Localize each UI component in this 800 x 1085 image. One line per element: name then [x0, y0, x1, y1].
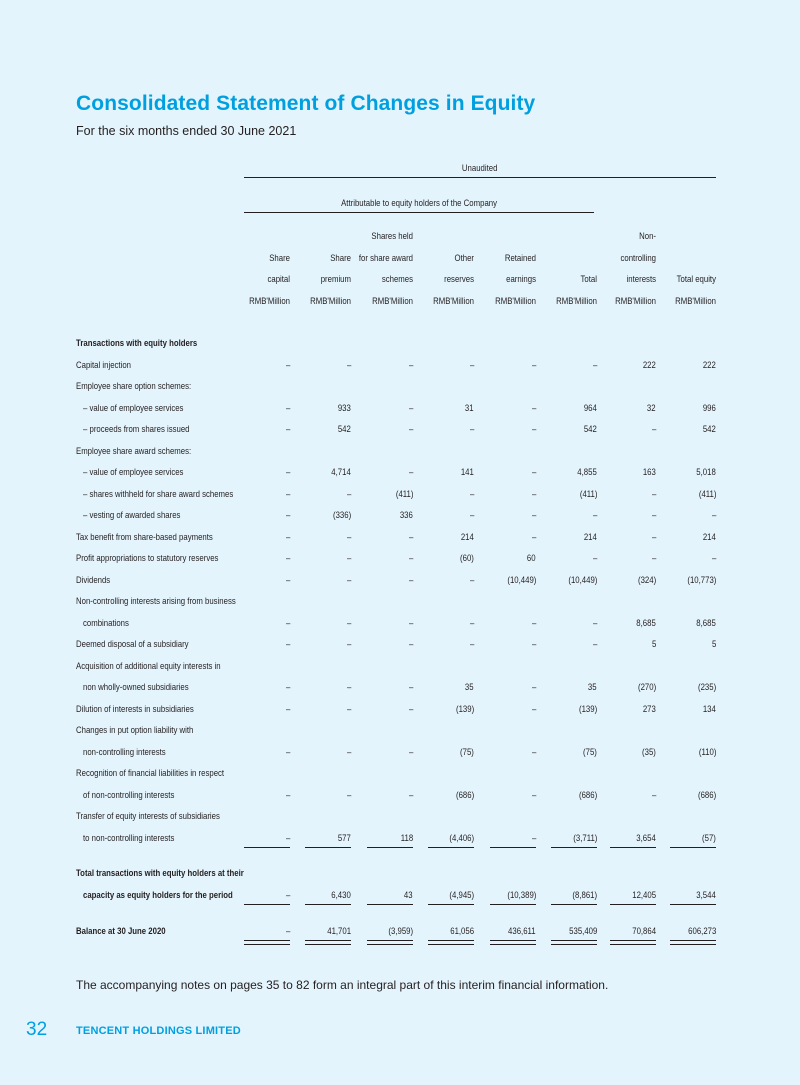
table-row: [76, 807, 716, 829]
column-header-line: RMB'Million: [675, 295, 716, 307]
row-label: – proceeds from shares issued: [83, 424, 190, 435]
row-label: Employee share award schemes:: [76, 445, 192, 457]
table-cell: –: [408, 531, 413, 543]
column-header-line: RMB'Million: [249, 295, 290, 307]
table-cell: 606,273: [687, 926, 716, 937]
column-header-line: Shares held: [371, 231, 413, 242]
row-label: non wholly-owned subsidiaries: [83, 682, 189, 693]
column-header-line: for share award: [358, 252, 413, 264]
table-cell: (686): [697, 789, 716, 801]
table-cell: –: [592, 359, 597, 371]
row-label: Recognition of financial liabilities in respect: [76, 768, 225, 779]
unaudited-rule: [244, 177, 716, 178]
row-label: Transactions with equity holders: [76, 338, 198, 349]
table-cell: –: [346, 639, 351, 650]
underline-rule: [610, 847, 656, 848]
table-cell: –: [285, 531, 290, 543]
column-header-line: Other: [454, 252, 474, 264]
table-cell: –: [346, 488, 351, 500]
underline-rule: [610, 904, 656, 905]
table-cell: 542: [583, 424, 597, 435]
table-cell: 996: [702, 402, 716, 414]
table-cell: –: [408, 467, 413, 478]
table-cell: –: [408, 746, 413, 758]
row-label: non-controlling interests: [83, 746, 166, 758]
row-label: Tax benefit from share-based payments: [76, 531, 213, 543]
column-header-line: RMB'Million: [495, 295, 536, 307]
table-cell: –: [285, 424, 290, 435]
table-cell: –: [285, 682, 290, 693]
table-row: [76, 463, 716, 485]
row-label: – value of employee services: [83, 402, 184, 414]
table-cell: –: [408, 553, 413, 564]
table-cell: 141: [460, 467, 474, 478]
table-cell: (411): [395, 488, 413, 500]
table-cell: 12,405: [632, 889, 656, 901]
table-cell: 336: [399, 510, 413, 521]
underline-rule: [551, 904, 597, 905]
row-label: Balance at 30 June 2020: [76, 926, 166, 937]
table-cell: –: [469, 617, 474, 629]
table-cell: –: [346, 789, 351, 801]
row-label: of non-controlling interests: [83, 789, 175, 801]
table-cell: –: [592, 553, 597, 564]
column-header-line: capital: [267, 274, 290, 285]
table-cell: (10,773): [686, 574, 716, 586]
column-header-line: earnings: [506, 274, 536, 285]
column-header-line: Total equity: [676, 274, 716, 285]
table-row: [76, 721, 716, 743]
page-subtitle: For the six months ended 30 June 2021: [76, 124, 297, 138]
table-cell: –: [346, 617, 351, 629]
double-rule: [610, 940, 656, 945]
table-cell: 134: [702, 703, 716, 715]
row-label: Dividends: [76, 574, 111, 586]
table-cell: –: [408, 789, 413, 801]
table-cell: –: [651, 789, 656, 801]
table-cell: –: [408, 402, 413, 414]
row-label: Deemed disposal of a subsidiary: [76, 639, 189, 650]
column-header-line: Retained: [504, 252, 536, 264]
table-cell: (411): [698, 488, 716, 500]
table-cell: 5: [651, 639, 656, 650]
table-cell: –: [651, 531, 656, 543]
row-label: – shares withheld for share award schemes: [83, 488, 234, 500]
row-label: to non-controlling interests: [83, 832, 175, 844]
table-cell: –: [531, 359, 536, 371]
column-header-line: reserves: [444, 274, 474, 285]
table-row: [76, 700, 716, 722]
table-cell: –: [285, 703, 290, 715]
table-row: [76, 528, 716, 550]
table-cell: –: [531, 531, 536, 543]
table-cell: 535,409: [568, 926, 597, 937]
table-row: [76, 657, 716, 679]
table-cell: –: [346, 746, 351, 758]
table-cell: –: [285, 402, 290, 414]
table-cell: (57): [702, 832, 716, 844]
table-cell: –: [285, 926, 290, 937]
table-cell: 70,864: [632, 926, 656, 937]
underline-rule: [428, 904, 474, 905]
table-cell: (8,861): [572, 889, 597, 901]
table-cell: –: [285, 359, 290, 371]
table-cell: –: [531, 746, 536, 758]
column-header-line: Non-: [639, 231, 656, 242]
table-cell: (139): [455, 703, 474, 715]
table-cell: –: [408, 574, 413, 586]
table-cell: –: [285, 467, 290, 478]
table-cell: –: [408, 424, 413, 435]
column-header-line: RMB'Million: [310, 295, 351, 307]
company-name: TENCENT HOLDINGS LIMITED: [76, 1025, 241, 1037]
column-header: [646, 226, 716, 312]
table-cell: –: [346, 682, 351, 693]
table-cell: 118: [400, 832, 413, 844]
column-header-line: Share: [269, 252, 290, 264]
table-cell: (10,449): [506, 574, 536, 586]
table-row: [76, 485, 716, 507]
double-rule: [551, 940, 597, 945]
table-row: [76, 635, 716, 657]
table-cell: –: [531, 789, 536, 801]
double-rule: [490, 940, 536, 945]
table-cell: (324): [637, 574, 656, 586]
table-cell: 542: [337, 424, 351, 435]
table-cell: (139): [578, 703, 597, 715]
table-cell: –: [285, 746, 290, 758]
table-row: [76, 678, 716, 700]
table-cell: –: [651, 553, 656, 564]
table-cell: –: [531, 488, 536, 500]
table-cell: –: [651, 488, 656, 500]
table-cell: –: [408, 682, 413, 693]
column-header: [343, 226, 413, 312]
table-cell: –: [285, 574, 290, 586]
row-label: Changes in put option liability with: [76, 725, 194, 736]
underline-rule: [428, 847, 474, 848]
table-row: [76, 786, 716, 808]
row-label: – value of employee services: [83, 467, 184, 478]
row-label: combinations: [83, 617, 129, 629]
column-header: [404, 226, 474, 312]
table-cell: 35: [588, 682, 597, 693]
table-row: [76, 377, 716, 399]
table-row: [76, 614, 716, 636]
attributable-rule: [244, 212, 594, 213]
underline-rule: [670, 904, 716, 905]
table-cell: –: [408, 617, 413, 629]
table-cell: –: [531, 832, 536, 844]
column-header-line: RMB'Million: [615, 295, 656, 307]
column-header-line: RMB'Million: [372, 295, 413, 307]
table-cell: (4,945): [449, 889, 474, 901]
table-cell: (411): [579, 488, 597, 500]
row-label: Profit appropriations to statutory reserves: [76, 553, 219, 564]
table-cell: –: [469, 488, 474, 500]
table-cell: 32: [647, 402, 656, 414]
table-cell: –: [469, 574, 474, 586]
table-cell: 5: [711, 639, 716, 650]
table-cell: 3,544: [696, 889, 716, 901]
table-cell: (75): [460, 746, 474, 758]
table-cell: (3,711): [572, 832, 597, 844]
table-cell: –: [711, 510, 716, 521]
table-cell: –: [285, 488, 290, 500]
table-row: [76, 549, 716, 571]
underline-rule: [305, 847, 351, 848]
page-title: Consolidated Statement of Changes in Equity: [76, 92, 536, 115]
table-cell: 61,056: [450, 926, 474, 937]
table-row: [76, 420, 716, 442]
table-cell: 214: [460, 531, 474, 543]
row-label: Acquisition of additional equity interests in: [76, 660, 221, 672]
table-cell: –: [346, 703, 351, 715]
table-cell: 964: [583, 402, 597, 414]
table-cell: 542: [702, 424, 716, 435]
table-cell: –: [592, 617, 597, 629]
table-cell: 41,701: [327, 926, 351, 937]
table-cell: 4,855: [577, 467, 597, 478]
table-cell: 222: [702, 359, 716, 371]
table-cell: –: [408, 703, 413, 715]
double-rule: [367, 940, 413, 945]
table-cell: (110): [698, 746, 716, 758]
table-cell: –: [469, 639, 474, 650]
table-cell: 273: [642, 703, 656, 715]
table-cell: (60): [460, 553, 474, 564]
table-cell: –: [469, 359, 474, 371]
table-cell: –: [531, 424, 536, 435]
table-cell: –: [592, 510, 597, 521]
attributable-header: Attributable to equity holders of the Company: [341, 198, 497, 209]
column-header-line: schemes: [381, 274, 413, 285]
table-cell: –: [531, 682, 536, 693]
table-cell: 8,685: [696, 617, 716, 629]
table-cell: –: [285, 553, 290, 564]
table-cell: 43: [404, 889, 413, 901]
table-cell: 60: [527, 553, 536, 564]
column-header-line: Share: [330, 252, 351, 264]
table-cell: –: [346, 553, 351, 564]
table-cell: 222: [642, 359, 656, 371]
table-cell: –: [711, 553, 716, 564]
underline-rule: [490, 904, 536, 905]
column-header: [281, 226, 351, 312]
table-cell: –: [531, 639, 536, 650]
row-label: Transfer of equity interests of subsidiaries: [76, 811, 220, 822]
table-cell: –: [285, 832, 290, 844]
table-cell: –: [469, 510, 474, 521]
column-header-line: Total: [580, 274, 597, 285]
column-header: [466, 226, 536, 312]
table-cell: –: [531, 467, 536, 478]
table-cell: –: [651, 510, 656, 521]
table-cell: –: [285, 617, 290, 629]
table-cell: (10,449): [567, 574, 597, 586]
page-number: 32: [26, 1019, 48, 1040]
column-header-line: RMB'Million: [433, 295, 474, 307]
row-label: Dilution of interests in subsidiaries: [76, 703, 194, 715]
unaudited-header: Unaudited: [462, 163, 498, 174]
table-cell: –: [346, 531, 351, 543]
underline-rule: [305, 904, 351, 905]
table-cell: –: [408, 639, 413, 650]
table-cell: –: [531, 617, 536, 629]
row-label: capacity as equity holders for the period: [83, 889, 233, 901]
row-label: – vesting of awarded shares: [83, 510, 181, 521]
underline-rule: [551, 847, 597, 848]
row-label: Total transactions with equity holders at their: [76, 868, 244, 879]
table-cell: –: [469, 424, 474, 435]
table-cell: (235): [697, 682, 716, 693]
table-row: [76, 356, 716, 378]
table-row: [76, 571, 716, 593]
table-cell: –: [651, 424, 656, 435]
table-row: [76, 743, 716, 765]
table-cell: 4,714: [331, 467, 351, 478]
table-cell: (10,389): [506, 889, 536, 901]
table-cell: 6,430: [331, 889, 351, 901]
column-header-line: interests: [626, 274, 656, 285]
underline-rule: [367, 904, 413, 905]
table-cell: 35: [465, 682, 474, 693]
table-row: [76, 764, 716, 786]
table-cell: 31: [465, 402, 474, 414]
table-cell: (3,959): [388, 926, 413, 937]
table-cell: 436,611: [508, 926, 536, 937]
table-cell: 8,685: [636, 617, 656, 629]
column-header-line: controlling: [620, 252, 656, 264]
table-cell: (270): [637, 682, 656, 693]
table-cell: (4,406): [449, 832, 474, 844]
row-label: Employee share option schemes:: [76, 381, 192, 392]
table-cell: –: [531, 402, 536, 414]
underline-rule: [670, 847, 716, 848]
table-row: [76, 442, 716, 464]
table-cell: (686): [455, 789, 474, 801]
row-label: Capital injection: [76, 359, 132, 371]
table-cell: –: [346, 359, 351, 371]
table-cell: (686): [578, 789, 597, 801]
table-cell: –: [531, 703, 536, 715]
table-cell: –: [592, 639, 597, 650]
table-row: [76, 864, 716, 886]
column-header: [220, 226, 290, 312]
column-header-line: [659, 226, 716, 248]
table-cell: –: [285, 510, 290, 521]
table-cell: –: [408, 359, 413, 371]
table-cell: (35): [642, 746, 656, 758]
underline-rule: [490, 847, 536, 848]
underline-rule: [244, 847, 290, 848]
table-row: [76, 506, 716, 528]
table-cell: 214: [583, 531, 597, 543]
column-header-line: [659, 248, 716, 270]
table-row: [76, 334, 716, 356]
row-label: Non-controlling interests arising from business: [76, 596, 236, 607]
column-header-line: premium: [320, 274, 351, 285]
table-row: [76, 592, 716, 614]
table-cell: –: [346, 574, 351, 586]
double-rule: [305, 940, 351, 945]
table-cell: 933: [337, 402, 351, 414]
table-cell: 577: [337, 832, 351, 844]
table-cell: 163: [642, 467, 656, 478]
footnote: The accompanying notes on pages 35 to 82 form an integral part of this interim financial information.: [76, 978, 609, 992]
double-rule: [244, 940, 290, 945]
double-rule: [670, 940, 716, 945]
double-rule: [428, 940, 474, 945]
table-cell: (75): [583, 746, 597, 758]
underline-rule: [244, 904, 290, 905]
table-cell: –: [285, 889, 290, 901]
underline-rule: [367, 847, 413, 848]
table-cell: 5,018: [696, 467, 716, 478]
table-cell: –: [285, 639, 290, 650]
table-cell: 3,654: [636, 832, 656, 844]
table-cell: 214: [702, 531, 716, 543]
table-row: [76, 399, 716, 421]
table-cell: (336): [332, 510, 351, 521]
table-cell: –: [531, 510, 536, 521]
column-header-line: RMB'Million: [556, 295, 597, 307]
table-cell: –: [285, 789, 290, 801]
